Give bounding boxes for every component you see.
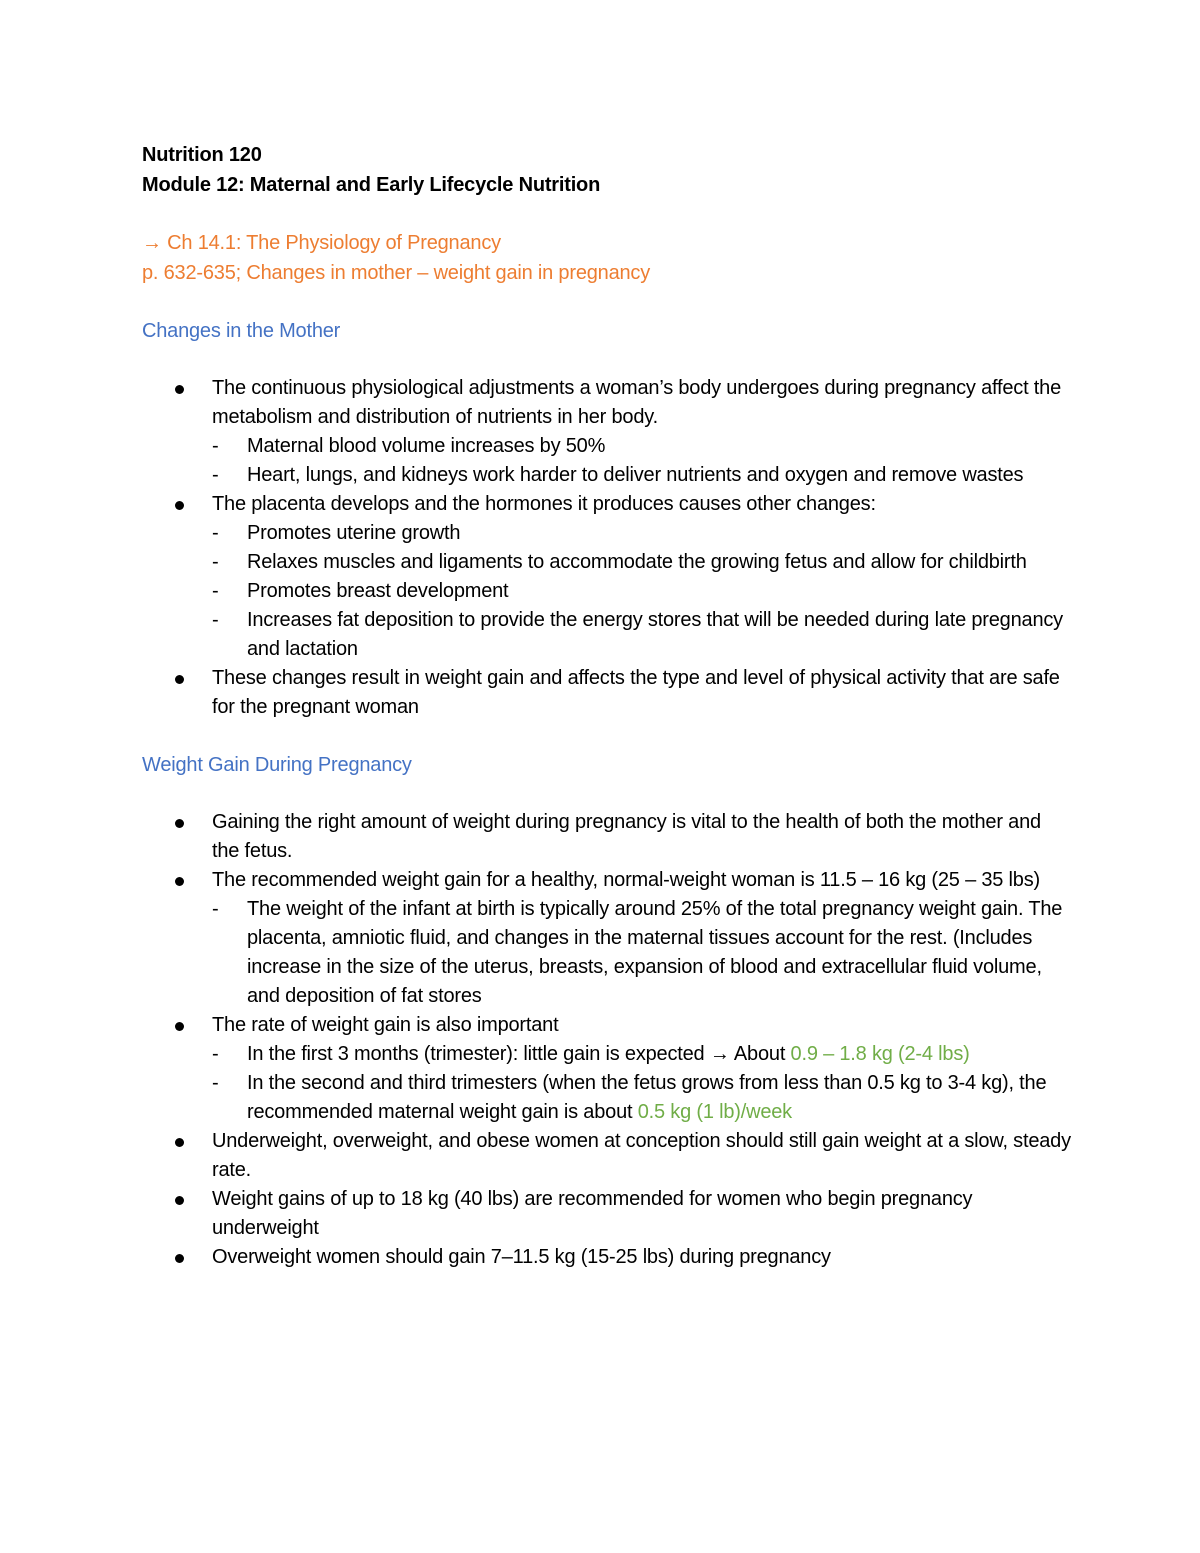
list-item-text: Weight gains of up to 18 kg (40 lbs) are recommended for women who begin pregnancy underweight — [212, 1188, 973, 1239]
sub-list-item — [212, 432, 1072, 461]
dash-icon: - — [212, 1072, 219, 1094]
bullet-icon — [175, 1196, 184, 1205]
sub-list — [212, 895, 1072, 1011]
sub-list-item — [212, 1069, 1072, 1127]
list-item — [142, 808, 1072, 866]
spacer — [142, 780, 1072, 808]
spacer — [142, 288, 1072, 316]
sub-list-item — [212, 577, 1072, 606]
list-item — [142, 664, 1072, 722]
sub-list-item — [212, 548, 1072, 577]
arrow-icon: → — [709, 1043, 730, 1065]
sub-list-item-text: Promotes uterine growth — [247, 522, 461, 544]
sub-list-item-text: The weight of the infant at birth is typically around 25% of the total pregnancy weight gain. The placenta, amniotic fluid, and changes in the maternal tissues account for the rest. (Includes increase in the size of the uterus, breasts, expansion of blood and extracellular fluid volume, and deposition of fat stores — [247, 898, 1063, 1007]
arrow-icon: → — [142, 232, 162, 254]
dash-icon: - — [212, 580, 219, 602]
weight-gain-list — [142, 808, 1072, 1272]
document-page — [142, 140, 1072, 1272]
sub-list-item — [212, 461, 1072, 490]
sub-list-item-text: About — [729, 1043, 791, 1065]
sub-list-item-text: Maternal blood volume increases by 50% — [247, 435, 606, 457]
bullet-icon — [175, 1138, 184, 1147]
list-item-text: Underweight, overweight, and obese women at conception should still gain weight at a slow, steady rate. — [212, 1130, 1071, 1181]
dash-icon: - — [212, 551, 219, 573]
list-item-text: Gaining the right amount of weight during pregnancy is vital to the health of both the mother and the fetus. — [212, 811, 1041, 862]
section-heading-weight-gain: Weight Gain During Pregnancy — [142, 754, 412, 776]
dash-icon: - — [212, 464, 219, 486]
bullet-icon — [175, 501, 184, 510]
dash-icon: - — [212, 522, 219, 544]
sub-list-item-text: Relaxes muscles and ligaments to accommodate the growing fetus and allow for childbirth — [247, 551, 1027, 573]
reading-pages: p. 632-635; Changes in mother – weight gain in pregnancy — [142, 262, 651, 284]
list-item — [142, 1127, 1072, 1185]
sub-list-item-text: Increases fat deposition to provide the energy stores that will be needed during late pregnancy and lactation — [247, 609, 1063, 660]
sub-list-item-text: Heart, lungs, and kidneys work harder to deliver nutrients and oxygen and remove wastes — [247, 464, 1024, 486]
sub-list-item-text: Promotes breast development — [247, 580, 509, 602]
highlight-value: 0.5 kg (1 lb)/week — [637, 1101, 792, 1123]
bullet-icon — [175, 385, 184, 394]
list-item-text: The recommended weight gain for a healthy, normal-weight woman is 11.5 – 16 kg (25 – 35 lbs) — [212, 869, 1040, 891]
sub-list-item — [212, 606, 1072, 664]
list-item-text: The placenta develops and the hormones it produces causes other changes: — [212, 493, 876, 515]
dash-icon: - — [212, 435, 219, 457]
list-item — [142, 374, 1072, 490]
sub-list-item — [212, 519, 1072, 548]
module-title: Module 12: Maternal and Early Lifecycle Nutrition — [142, 174, 601, 196]
sub-list — [212, 519, 1072, 664]
list-item — [142, 490, 1072, 664]
course-title: Nutrition 120 — [142, 144, 262, 166]
section-heading-changes: Changes in the Mother — [142, 320, 341, 342]
sub-list-item — [212, 1040, 1072, 1069]
dash-icon: - — [212, 1043, 219, 1065]
spacer — [142, 200, 1072, 228]
reading-chapter — [142, 228, 1072, 258]
sub-list — [212, 1040, 1072, 1127]
list-item — [142, 1243, 1072, 1272]
changes-list — [142, 374, 1072, 722]
sub-list — [212, 432, 1072, 490]
bullet-icon — [175, 877, 184, 886]
list-item — [142, 1011, 1072, 1127]
sub-list-item-text: In the first 3 months (trimester): little gain is expected — [247, 1043, 710, 1065]
highlight-value: 0.9 – 1.8 kg (2-4 lbs) — [790, 1043, 970, 1065]
sub-list-item — [212, 895, 1072, 1011]
spacer — [142, 346, 1072, 374]
list-item-text: The continuous physiological adjustments a woman’s body undergoes during pregnancy affect the metabolism and distribution of nutrients in her body. — [212, 377, 1061, 428]
list-item-text: The rate of weight gain is also important — [212, 1014, 559, 1036]
list-item-text: Overweight women should gain 7–11.5 kg (15-25 lbs) during pregnancy — [212, 1246, 831, 1268]
list-item — [142, 1185, 1072, 1243]
spacer — [142, 722, 1072, 750]
bullet-icon — [175, 819, 184, 828]
reading-chapter-text: Ch 14.1: The Physiology of Pregnancy — [161, 232, 501, 254]
list-item — [142, 866, 1072, 1011]
sub-list-item-text: In the second and third trimesters (when the fetus grows from less than 0.5 kg to 3-4 kg), the recommended maternal weight gain is about — [247, 1072, 1047, 1123]
bullet-icon — [175, 1022, 184, 1031]
dash-icon: - — [212, 609, 219, 631]
dash-icon: - — [212, 898, 219, 920]
list-item-text: These changes result in weight gain and affects the type and level of physical activity that are safe for the pregnant woman — [212, 667, 1060, 718]
bullet-icon — [175, 1254, 184, 1263]
bullet-icon — [175, 675, 184, 684]
